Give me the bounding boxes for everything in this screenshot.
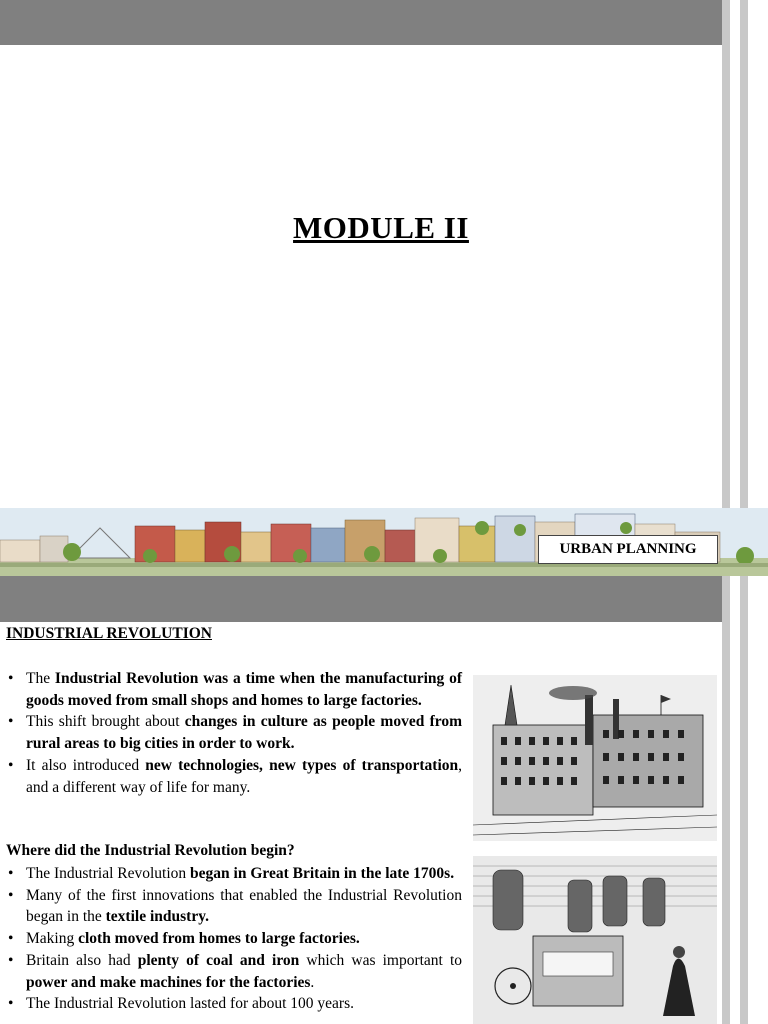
bullet-item — [6, 668, 462, 711]
bullet-text: . — [310, 973, 315, 991]
slide-1-header-bar — [0, 0, 722, 45]
bullet-item — [6, 928, 462, 950]
bullet-bold-text: plenty of coal and iron — [137, 951, 300, 969]
bullet-text: which was important to — [299, 951, 463, 969]
section-title: INDUSTRIAL REVOLUTION — [6, 625, 212, 642]
slide-2-header-bar — [0, 576, 722, 622]
factory-engraving-image — [473, 675, 717, 841]
bullet-text: The Industrial Revolution — [26, 865, 191, 882]
factory-icon — [473, 675, 717, 841]
banner-label: URBAN PLANNING — [538, 535, 718, 564]
bullet-bold-text: new technologies, new types of transportation — [145, 756, 459, 774]
bullet-text: Many of the first innovations that enabled the Industrial Revolution began in the — [26, 886, 462, 926]
bullet-item — [6, 863, 462, 885]
bullet-text: This shift brought about — [26, 713, 185, 731]
bullet-text: , and a different way of life for many. — [26, 756, 462, 796]
bullet-bold-text: textile industry. — [105, 908, 209, 926]
module-title: MODULE II — [293, 210, 469, 245]
bullet-item — [6, 711, 462, 754]
bullet-item — [6, 755, 462, 798]
bullet-text: Britain also had — [26, 951, 138, 969]
bullet-bold-text: Industrial Revolution was a time when the manufacturing of goods moved from small shops and homes to large factories. — [26, 670, 462, 709]
bullet-text: It also introduced — [26, 756, 146, 774]
bullet-bold-text: changes in culture as people moved from rural areas to big cities in order to work. — [26, 713, 462, 753]
bullet-item — [6, 950, 462, 993]
bullet-list-origin — [6, 863, 462, 1015]
bullet-text: The — [26, 670, 55, 687]
bullet-item — [6, 885, 462, 928]
bullet-text: Making — [26, 930, 79, 948]
bullet-bold-text: cloth moved from homes to large factories. — [78, 930, 360, 948]
bullet-list-intro — [6, 668, 462, 798]
power-loom-engraving-image — [473, 856, 717, 1024]
bullet-text: The Industrial Revolution lasted for about 100 years. — [26, 995, 355, 1013]
bullet-bold-text: power and make machines for the factories — [26, 973, 311, 991]
bullet-bold-text: began in Great Britain in the late 1700s. — [190, 865, 455, 882]
loom-icon — [473, 856, 717, 1024]
question-heading: Where did the Industrial Revolution begin? — [6, 842, 295, 859]
bullet-item — [6, 993, 462, 1015]
